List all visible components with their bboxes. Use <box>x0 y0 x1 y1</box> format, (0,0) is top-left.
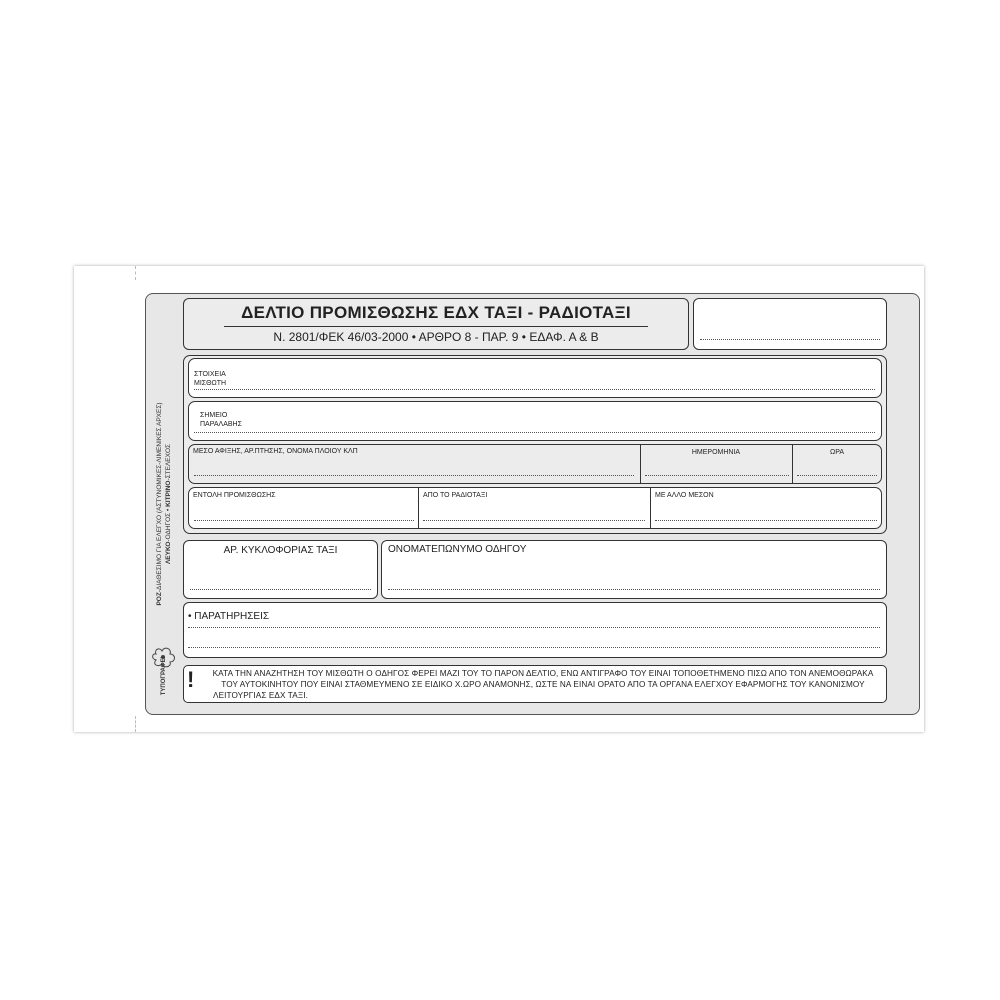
date-label: ΗΜΕΡΟΜΗΝΙΑ <box>691 449 741 456</box>
form-subtitle: Ν. 2801/ΦΕΚ 46/03-2000 • ΑΡΘΡΟ 8 - ΠΑΡ. 9 • ΕΔΑΦ. Α & Β <box>273 330 599 344</box>
arrival-means-label: ΜΕΣΟ ΑΦΙΞΗΣ, ΑΡ.ΠΤΗΣΗΣ, ΟΝΟΜΑ ΠΛΟΙΟΥ ΚΛΠ <box>193 448 358 455</box>
white-copy-label: ΛΕΥΚΟ <box>165 541 172 565</box>
pickup-point-field[interactable] <box>188 401 882 441</box>
remarks-field[interactable] <box>183 602 887 658</box>
perforation-bottom <box>135 716 136 732</box>
client-details-line <box>194 389 875 390</box>
remarks-label: • ΠΑΡΑΤΗΡΗΣΕΙΣ <box>188 611 270 622</box>
hire-order-label: ΕΝΤΟΛΗ ΠΡΟΜΙΣΘΩΣΗΣ <box>193 492 276 499</box>
notice-text <box>203 668 883 701</box>
form-title: ΔΕΛΤΙΟ ΠΡΟΜΙΣΘΩΣΗΣ ΕΔΧ ΤΑΞΙ - ΡΑΔΙΟΤΑΞΙ <box>241 303 631 322</box>
taxi-plate-field[interactable] <box>183 540 378 599</box>
side-strip <box>146 294 182 714</box>
remarks-line-1 <box>188 627 880 628</box>
from-radiotaxi-line[interactable] <box>423 520 645 521</box>
driver-name-label: ΟΝΟΜΑΤΕΠΩΝΥΜΟ ΟΔΗΓΟΥ <box>388 544 527 555</box>
serial-number-line <box>700 339 880 340</box>
notice-line-3: ΛΕΙΤΟΥΡΓΙΑΣ ΕΔΧ ΤΑΞΙ. <box>213 691 309 700</box>
form-sheet <box>74 266 924 732</box>
pink-copy-desc: -ΔΙΑΘΕΣΙΜΟ ΓΙΑ ΕΛΕΓΧΟ (ΑΣΤΥΝΟΜΙΚΕΣ-ΛΙΜΕΝΙΚΕΣ ΑΡΧΕΣ) <box>156 402 163 593</box>
hire-order-row <box>188 487 882 529</box>
arrival-means-line[interactable] <box>194 475 634 476</box>
hire-divider-1 <box>418 488 419 528</box>
driver-notice <box>183 665 887 703</box>
client-label-line-1: ΣΤΟΙΧΕΙΑ <box>194 371 226 378</box>
trip-details-section <box>183 355 887 534</box>
date-line[interactable] <box>645 475 789 476</box>
yellow-copy-desc: -ΣΤΕΛΕΧΟΣ <box>165 443 172 481</box>
serial-number-box[interactable] <box>693 298 887 350</box>
white-copy-desc: -ΟΔΗΓΟΣ • <box>165 506 172 542</box>
hire-order-line[interactable] <box>194 520 414 521</box>
pickup-label-line-2: ΠΑΡΑΛΑΒΗΣ <box>200 421 242 428</box>
copies-line-1 <box>155 402 164 605</box>
taxi-plate-label: ΑΡ. ΚΥΚΛΟΦΟΡΙΑΣ ΤΑΞΙ <box>223 545 338 556</box>
client-details-field[interactable] <box>188 358 882 398</box>
pickup-label-line-1: ΣΗΜΕΙΟ <box>200 412 228 419</box>
title-box <box>183 298 689 350</box>
driver-name-line <box>388 589 880 590</box>
yellow-copy-label: ΚΙΤΡΙΝΟ <box>165 480 172 507</box>
warning-icon: ! <box>187 667 195 692</box>
time-label: ΩΡΑ <box>829 449 845 456</box>
driver-name-field[interactable] <box>381 540 887 599</box>
arrival-row <box>188 444 882 484</box>
publisher-brand: ΤΥΠΟΓΡΑΦΕΙ <box>161 656 167 696</box>
client-label-line-2: ΜΙΣΘΩΤΗ <box>194 380 227 387</box>
remarks-line-2 <box>188 647 880 648</box>
hire-divider-2 <box>650 488 651 528</box>
client-details-label <box>194 370 226 388</box>
copies-legend <box>155 402 173 605</box>
taxi-plate-line <box>190 589 371 590</box>
receipt-form <box>145 293 920 715</box>
pickup-point-line <box>194 432 875 433</box>
from-radiotaxi-label: ΑΠΟ ΤΟ ΡΑΔΙΟΤΑΞΙ <box>423 492 488 499</box>
time-line[interactable] <box>797 475 877 476</box>
other-means-line[interactable] <box>655 520 877 521</box>
other-means-label: ΜΕ ΑΛΛΟ ΜΕΣΟΝ <box>655 492 714 499</box>
copies-line-2 <box>164 402 173 605</box>
perforation-top <box>135 266 136 280</box>
notice-line-1: ΚΑΤΑ ΤΗΝ ΑΝΑΖΗΤΗΣΗ ΤΟΥ ΜΙΣΘΩΤΗ Ο ΟΔΗΓΟΣ ΦΕΡΕΙ ΜΑΖΙ ΤΟΥ ΤΟ ΠΑΡΟΝ ΔΕΛΤΙΟ, ΕΝΩ ΑΝΤΙΓΡΑΦΟ ΤΟΥ ΕΙΝΑΙ ΤΟΠΟΘΕΤΗΜΕΝΟ ΠΙΣΩ ΑΠΟ ΤΟΝ ΑΝΕΜΟΘΩΡΑΚΑ <box>212 669 874 678</box>
title-underline <box>224 326 648 327</box>
pickup-point-label <box>200 411 242 429</box>
notice-line-2: ΤΟΥ ΑΥΤΟΚΙΝΗΤΟΥ ΠΟΥ ΕΙΝΑΙ ΣΤΑΘΜΕΥΜΕΝΟ ΣΕ ΕΙΔΙΚΟ Χ.ΩΡΟ ΑΝΑΜΟΝΗΣ, ΩΣΤΕ ΝΑ ΕΙΝΑΙ ΟΡΑΤΟ ΑΠΟ ΤΑ ΟΡΓΑΝΑ ΕΛΕΓΧΟΥ ΕΦΑΡΜΟΓΗΣ ΤΟΥ ΚΑΝΟΝΙΣΜΟΥ <box>221 680 865 689</box>
pink-copy-label: ΡΟΖ <box>156 592 163 606</box>
